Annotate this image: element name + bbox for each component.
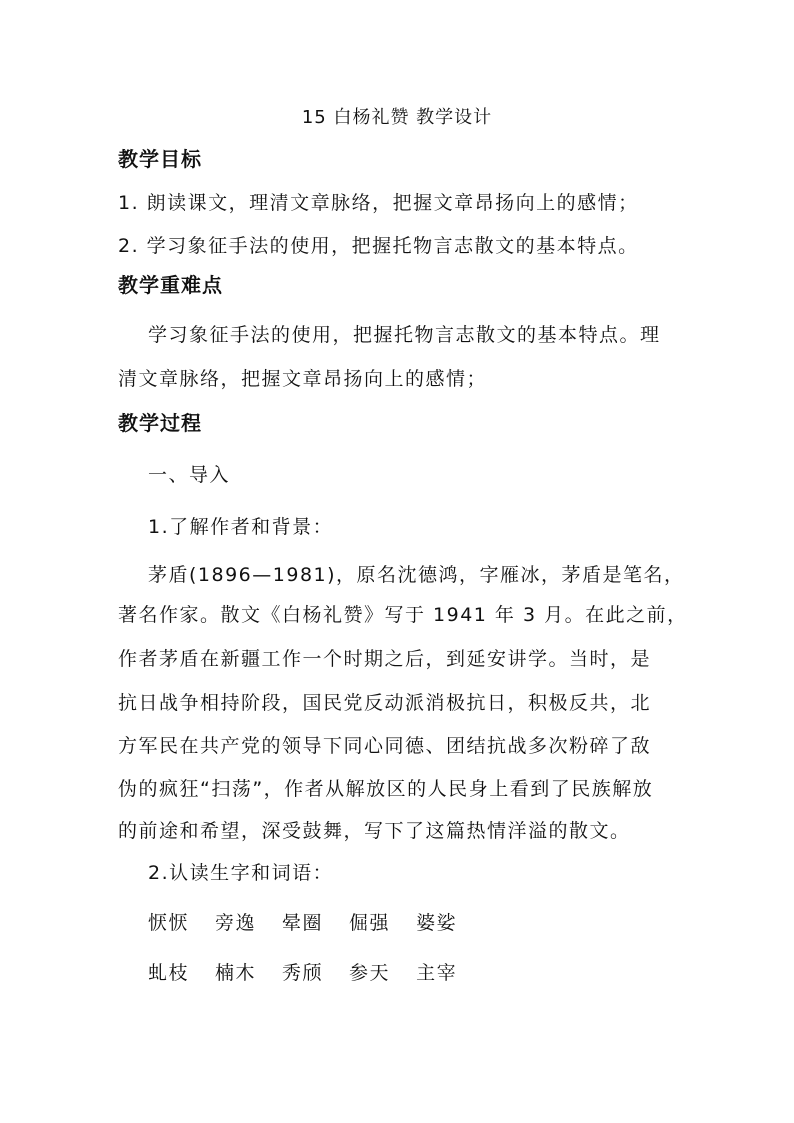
vocab-word: 恹恹 <box>148 912 190 934</box>
heading-teaching-process: 教学过程 <box>118 411 202 435</box>
vocabulary-row-2 <box>148 960 457 986</box>
vocab-word: 主宰 <box>416 962 458 984</box>
vocab-word: 晕圈 <box>282 912 324 934</box>
step-introduction: 一、导入 <box>148 464 231 486</box>
sub-heading-author-background: 1.了解作者和背景： <box>148 516 334 538</box>
vocab-word: 参天 <box>349 962 391 984</box>
key-points-line-2: 清文章脉络，把握文章昂扬向上的感情； <box>118 368 488 390</box>
heading-key-points: 教学重难点 <box>118 273 223 297</box>
background-line: 茅盾(1896—1981)，原名沈德鸿，字雁冰，茅盾是笔名， <box>148 564 685 586</box>
key-points-line-1: 学习象征手法的使用，把握托物言志散文的基本特点。理 <box>148 324 661 346</box>
background-line: 作者茅盾在新疆工作一个时期之后，到延安讲学。当时，是 <box>118 648 652 670</box>
heading-teaching-goals: 教学目标 <box>118 147 202 171</box>
vocab-word: 楠木 <box>215 962 257 984</box>
document-title: 15 白杨礼赞 教学设计 <box>301 107 493 128</box>
goal-item-1: 1. 朗读课文，理清文章脉络，把握文章昂扬向上的感情； <box>118 192 639 214</box>
background-line: 抗日战争相持阶段，国民党反动派消极抗日，积极反共，北 <box>118 692 652 714</box>
background-line: 著名作家。散文《白杨礼赞》写于 1941 年 3 月。在此之前， <box>118 604 688 626</box>
background-line: 伪的疯狂“扫荡”，作者从解放区的人民身上看到了民族解放 <box>118 778 654 800</box>
vocab-word: 旁逸 <box>215 912 257 934</box>
background-line: 的前途和希望，深受鼓舞，写下了这篇热情洋溢的散文。 <box>118 820 631 842</box>
vocabulary-row-1 <box>148 910 457 936</box>
vocab-word: 婆娑 <box>416 912 458 934</box>
vocab-word: 虬枝 <box>148 962 190 984</box>
vocab-word: 倔强 <box>349 912 391 934</box>
sub-heading-vocabulary: 2.认读生字和词语： <box>148 862 334 884</box>
vocab-word: 秀颀 <box>282 962 324 984</box>
goal-item-2: 2. 学习象征手法的使用，把握托物言志散文的基本特点。 <box>118 235 639 257</box>
background-line: 方军民在共产党的领导下同心同德、团结抗战多次粉碎了敌 <box>118 735 652 757</box>
